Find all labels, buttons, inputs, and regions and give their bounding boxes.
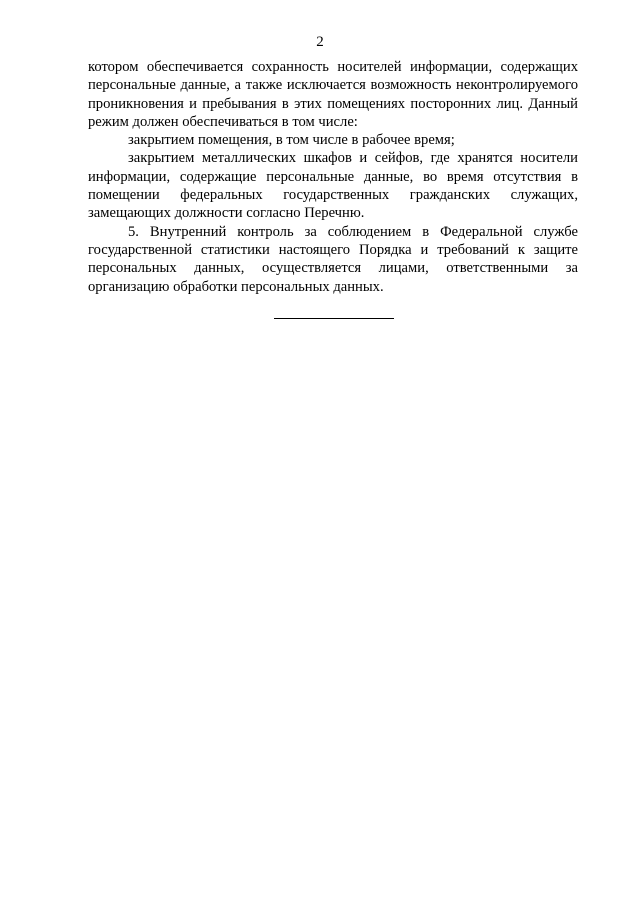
paragraph-safes-closing: закрытием металлических шкафов и сейфов, где хранятся носители информации, содержащие персональные данные, во время отсутствия в помещении федеральных государственных гражданских служащих, замещающих должности согласно Перечню. bbox=[88, 150, 578, 222]
document-body bbox=[88, 58, 578, 296]
page-number: 2 bbox=[316, 34, 324, 50]
paragraph-continuation: котором обеспечивается сохранность носителей информации, содержащих персональные данные, а также исключается возможность неконтролируемого проникновения и пребывания в этих помещениях посторонних лиц. Данный режим должен обеспечиваться в том числе: bbox=[88, 59, 578, 130]
end-of-text-divider bbox=[274, 318, 394, 319]
paragraph-internal-control: 5. Внутренний контроль за соблюдением в Федеральной службе государственной статистики настоящего Порядка и требований к защите персональных данных, осуществляется лицами, ответственными за организацию обработки персональных данных. bbox=[88, 223, 578, 295]
paragraph-room-closing: закрытием помещения, в том числе в рабочее время; bbox=[128, 132, 455, 149]
